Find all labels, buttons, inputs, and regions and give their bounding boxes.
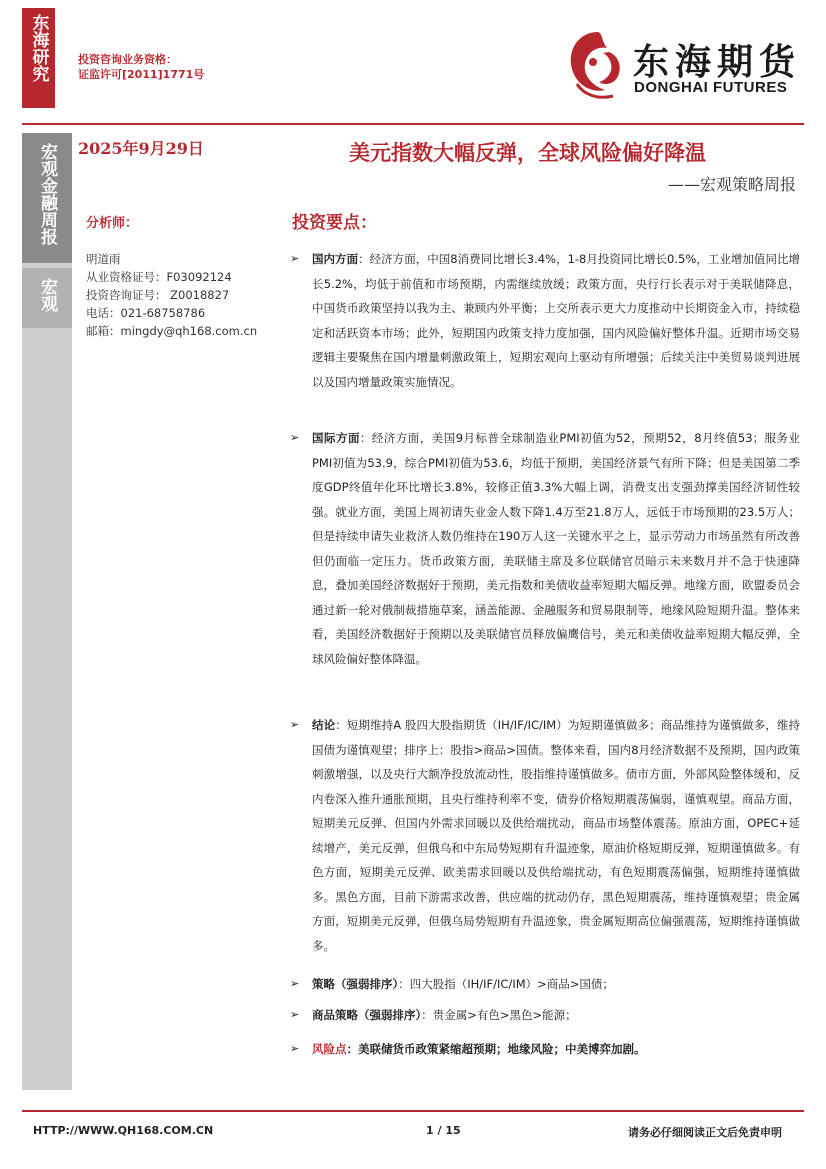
risk-label: 风险点 [312,1042,347,1056]
international-point [290,426,800,671]
conclusion-point [290,713,800,958]
header-divider [22,123,804,125]
strategy-text: ：四大股指（IH/IF/IC/IM）>商品>国债； [398,977,614,991]
dragon-emblem-icon [563,24,633,104]
footer-url[interactable]: HTTP://WWW.QH168.COM.CN [33,1124,214,1137]
license-line2: 证监许可[2011]1771号 [78,68,205,81]
bullet-arrow-icon: ➢ [290,431,300,444]
points-heading: 投资要点： [292,213,377,233]
commodity-strategy-point [290,1003,800,1028]
page-number: 1 / 15 [426,1124,461,1137]
report-subtitle: ——宏观策略周报 [668,175,797,194]
side-tag-text: 东海研究 [28,14,49,82]
logo-en: DONGHAI FUTURES [634,79,788,96]
analyst-name: 明道雨 [86,252,121,266]
commodity-label: 商品策略（强弱排序） [312,1008,422,1022]
risk-text: ：美联储货币政策紧缩超预期；地缘风险；中美博弈加剧。 [346,1042,646,1056]
analyst-advisory-cert: 投资咨询证号： Z0018827 [86,288,230,302]
report-date: 2025年9月29日 [78,139,204,158]
analyst-info [86,250,257,340]
bullet-arrow-icon: ➢ [290,1042,300,1055]
footer-disclaimer: 请务必仔细阅读正文后免责申明 [628,1126,782,1139]
license-line1: 投资咨询业务资格： [78,53,177,66]
bullet-arrow-icon: ➢ [290,1008,300,1021]
strategy-label: 策略（强弱排序） [312,977,399,991]
bullet-arrow-icon: ➢ [290,718,300,731]
bullet-arrow-icon: ➢ [290,977,300,990]
conclusion-label: 结论 [312,718,336,732]
analyst-phone: 电话：021-68758786 [86,306,206,320]
domestic-text: ：经济方面，中国8消费同比增长3.4%，1-8月投资同比增长0.5%，工业增加值同比增长5.2%，均低于前值和市场预期，内需继续放缓；政策方面，央行行长表示对于美联储降息，中国货币政策坚持以我为主、兼顾内外平衡；上交所表示更大力度推动中长期资金入市，持续稳定和活跃资本市场；此外，短期国内政策支持力度加强，国内风险偏好整体升温。近期市场交易逻辑主要聚焦在国内增量刺激政策上，短期宏观向上驱动有所增强；后续关注中美贸易谈判进展以及国内增量政策实施情况。 [312,252,801,389]
commodity-text: ：贵金属>有色>黑色>能源； [421,1008,577,1022]
risk-point [290,1037,800,1062]
license-info [78,52,204,82]
subcategory-text: 宏观 [37,278,57,312]
subcategory-tag [22,268,72,328]
strategy-point [290,972,800,997]
report-title: 美元指数大幅反弹，全球风险偏好降温 [349,141,706,165]
intl-label: 国际方面 [312,431,360,445]
intl-text: ：经济方面，美国9月标普全球制造业PMI初值为52，预期52，8月终值53；服务业PMI初值为53.9，综合PMI初值为53.6，均低于预期，美国经济景气有所下降；但是美国第二季度GDP终值年化环比增长3.8%，较修正值3.3%大幅上调，消费支出支强劲撑美国经济韧性较强。就业方面，美国上周初请失业金人数下降1.4万至21.8万人，远低于市场预期的23.5万人；但是持续申请失业救济人数仍维持在190万人这一关键水平之上，显示劳动力市场虽然有所改善但仍面临一定压力。货币政策方面，美联储主席及多位联储官员暗示未来数月并不急于快速降息，叠加美国经济数据好于预期，美元指数和美债收益率短期大幅反弹。地缘方面，欧盟委员会通过新一轮对俄制裁措施草案，涵盖能源、金融服务和贸易限制等，地缘风险短期升温。整体来看，美国经济数据好于预期以及美联储官员释放偏鹰信号，美元和美债收益率短期大幅反弹，全球风险偏好整体降温。 [312,431,801,666]
domestic-label: 国内方面 [312,252,359,266]
logo-cn: 东海期货 [633,41,802,83]
analyst-label: 分析师： [86,216,139,231]
bullet-arrow-icon: ➢ [290,252,300,265]
company-logo [563,24,803,104]
conclusion-text: ：短期维持A 股四大股指期货（IH/IF/IC/IM）为短期谨慎做多；商品维持为谨慎做多，维持国债为谨慎观望；排序上：股指>商品>国债。整体来看，国内8月经济数据不及预期，国内政策刺激增强，以及央行大额净投放流动性，股指维持谨慎做多。债市方面，外部风险整体缓和，反内卷深入推升通胀预期，且央行维持利率不变，债券价格短期震荡偏弱，谨慎观望。商品方面，短期美元反弹、但国内外需求回暖以及供给端扰动，商品市场整体震荡。原油方面，OPEC+延续增产，美元反弹，但俄乌和中东局势短期有升温迹象，原油价格短期反弹，短期谨慎做多。有色方面，短期美元反弹、欧美需求回暖以及供给端扰动，有色短期震荡偏强，短期维持谨慎做多。黑色方面，目前下游需求改善，供应端的扰动仍存，黑色短期震荡，维持谨慎观望；贵金属方面，短期美元反弹，但俄乌局势短期有升温迹象，贵金属短期高位偏强震荡，短期维持谨慎做多。 [312,718,800,953]
analyst-email: 邮箱：mingdy@qh168.com.cn [86,324,258,338]
category-text: 宏观金融周报 [37,143,57,245]
analyst-cert: 从业资格证号：F03092124 [86,270,232,284]
side-tag [22,8,55,108]
footer-divider [22,1110,804,1112]
domestic-point [290,247,800,394]
category-tag [22,133,72,263]
